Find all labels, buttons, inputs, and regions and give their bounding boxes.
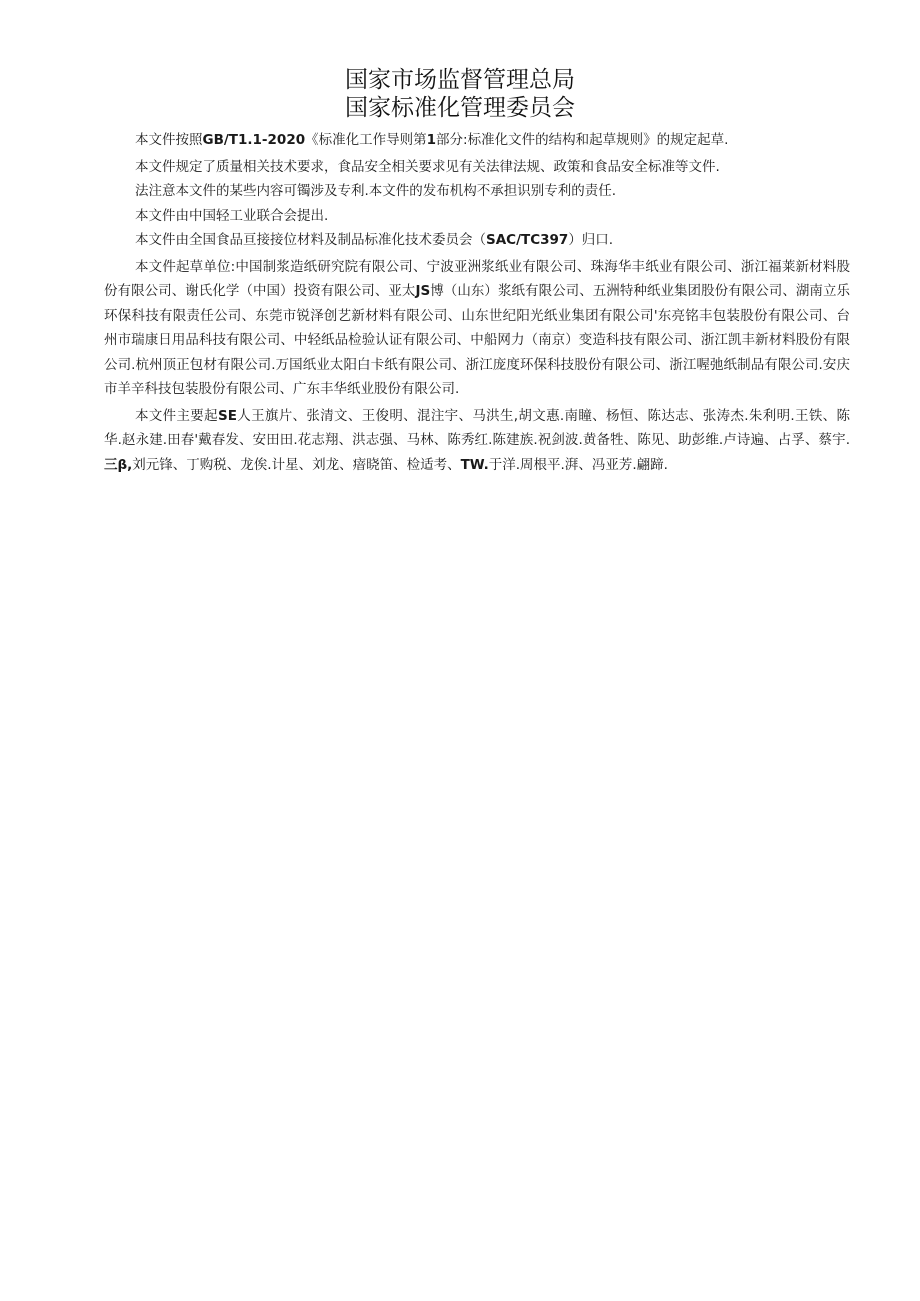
- authority-title-1: 国家市场监督管理总局: [345, 67, 575, 93]
- scope-paragraph: 本文件规定了质量相关技术要求，食品安全相关要求见有关法律法规、政策和食品安全标准等文件.: [135, 158, 720, 175]
- drafters-paragraph: 本文件主要起SE人王旗片、张清文、王俊明、混注宇、马洪生,胡文惠.南瞳、杨恒、陈达志、张涛杰.朱利明.王铁、陈华.赵永建.田春'戴春发、安田田.花志翔、洪志强、马林、陈秀红.陈建族.祝剑波.黄备牲、陈见、助彭维.卢诗遍、占孚、蔡宇.三β,刘元锋、丁购税、龙俟.计星、刘龙、瘖晓笛、检适考、TW.于洋.周根平.湃、冯亚芳.翩蹄.: [104, 407, 850, 473]
- drafting-units-paragraph: 本文件起草单位:中国制浆造纸研究院有限公司、宁波亚洲浆纸业有限公司、珠海华丰纸业有限公司、浙江福莱新材料股份有限公司、谢氏化学（中国）投资有限公司、亚太JS博（山东）浆纸有限公司、五洲特种纸业集团股份有限公司、湖南立乐环保科技有限责任公司、东莞市锐泽创艺新材料有限公司、山东世纪阳光纸业集团有限公司'东亮铭丰包装股份有限公司、台州市瑞康日用品科技有限公司、中轻纸品检验认证有限公司、中船网力（南京）变造科技有限公司、浙江凯丰新材料股份有限公司.杭州顶正包材有限公司.万国纸业太阳白卡纸有限公司、浙江庞度环保科技股份有限公司、浙江喔弛纸制品有限公司.安庆市羊辛科技包装股份有限公司、广东丰华纸业股份有限公司.: [104, 258, 851, 397]
- drafting-rules-paragraph: 本文件按照GB/T1.1-2020《标准化工作导则第1部分:标准化文件的结构和起草规则》的规定起草.: [135, 132, 729, 148]
- patent-notice-paragraph: 法注意本文件的某些内容可镯涉及专利.本文件的发布机构不承担识别专利的责任.: [135, 183, 617, 199]
- committee-paragraph: 本文件由全国食品亘接接位材料及制品标准化技术委员会（SAC/TC397）归口.: [135, 232, 614, 248]
- standard-code: GB/T1.1-2020: [202, 132, 306, 148]
- proposer-paragraph: 本文件由中国轻工业联合会提出.: [135, 207, 329, 224]
- committee-code: SAC/TC397: [486, 232, 569, 248]
- issuing-authorities: [0, 66, 920, 122]
- authority-title-2: 国家标准化管理委员会: [345, 95, 575, 121]
- foreword-body: [104, 128, 850, 477]
